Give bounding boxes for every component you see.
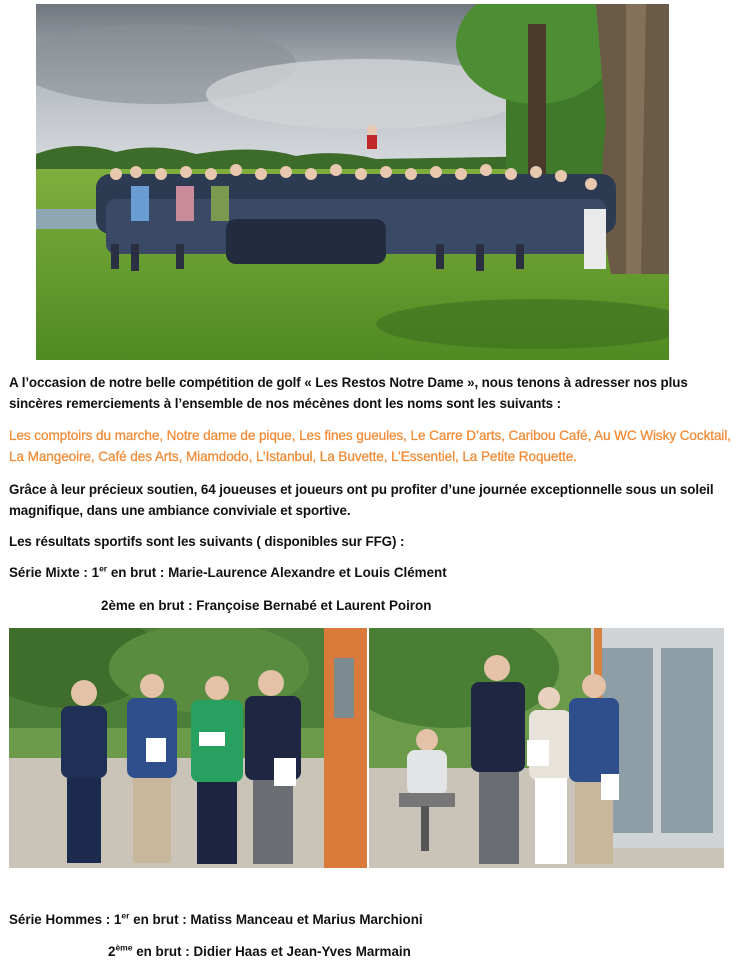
results-heading: Les résultats sportifs sont les suivants ( disponibles sur FFG) :	[9, 534, 405, 549]
sponsors-list: Les comptoirs du marche, Notre dame de pique, Les fines gueules, Le Carre D’arts, Caribou Café, Au WC Wisky Cocktail, La Mangeoire, Café des Arts, Miamdodo, L’Istanbul, La Buvette, L’Essentiel, La Petite Roquette.	[9, 428, 731, 464]
podium-photo-image	[369, 628, 724, 868]
podium-photo-right	[369, 628, 724, 868]
podium-photo-left	[9, 628, 367, 868]
hommes-second-place: 2ème en brut : Didier Haas et Jean-Yves Marmain	[108, 942, 411, 959]
mixte-first-place: Série Mixte : 1er en brut : Marie-Laurence Alexandre et Louis Clément	[9, 563, 447, 580]
group-photo	[36, 4, 669, 360]
hommes-first-place: Série Hommes : 1er en brut : Matiss Manceau et Marius Marchioni	[9, 910, 423, 927]
mixte-second-place: 2ème en brut : Françoise Bernabé et Laurent Poiron	[101, 598, 432, 613]
group-photo-image	[36, 4, 669, 360]
thanks-paragraph: Grâce à leur précieux soutien, 64 joueuses et joueurs ont pu profiter d’une journée exceptionnelle sous un soleil magnifique, dans une ambiance conviviale et sportive.	[9, 482, 714, 518]
podium-photo-image	[9, 628, 367, 868]
intro-paragraph: A l’occasion de notre belle compétition de golf « Les Restos Notre Dame », nous tenons à adresser nos plus sincères remerciements à l’ensemble de nos mécènes dont les noms sont les suivants :	[9, 375, 688, 411]
